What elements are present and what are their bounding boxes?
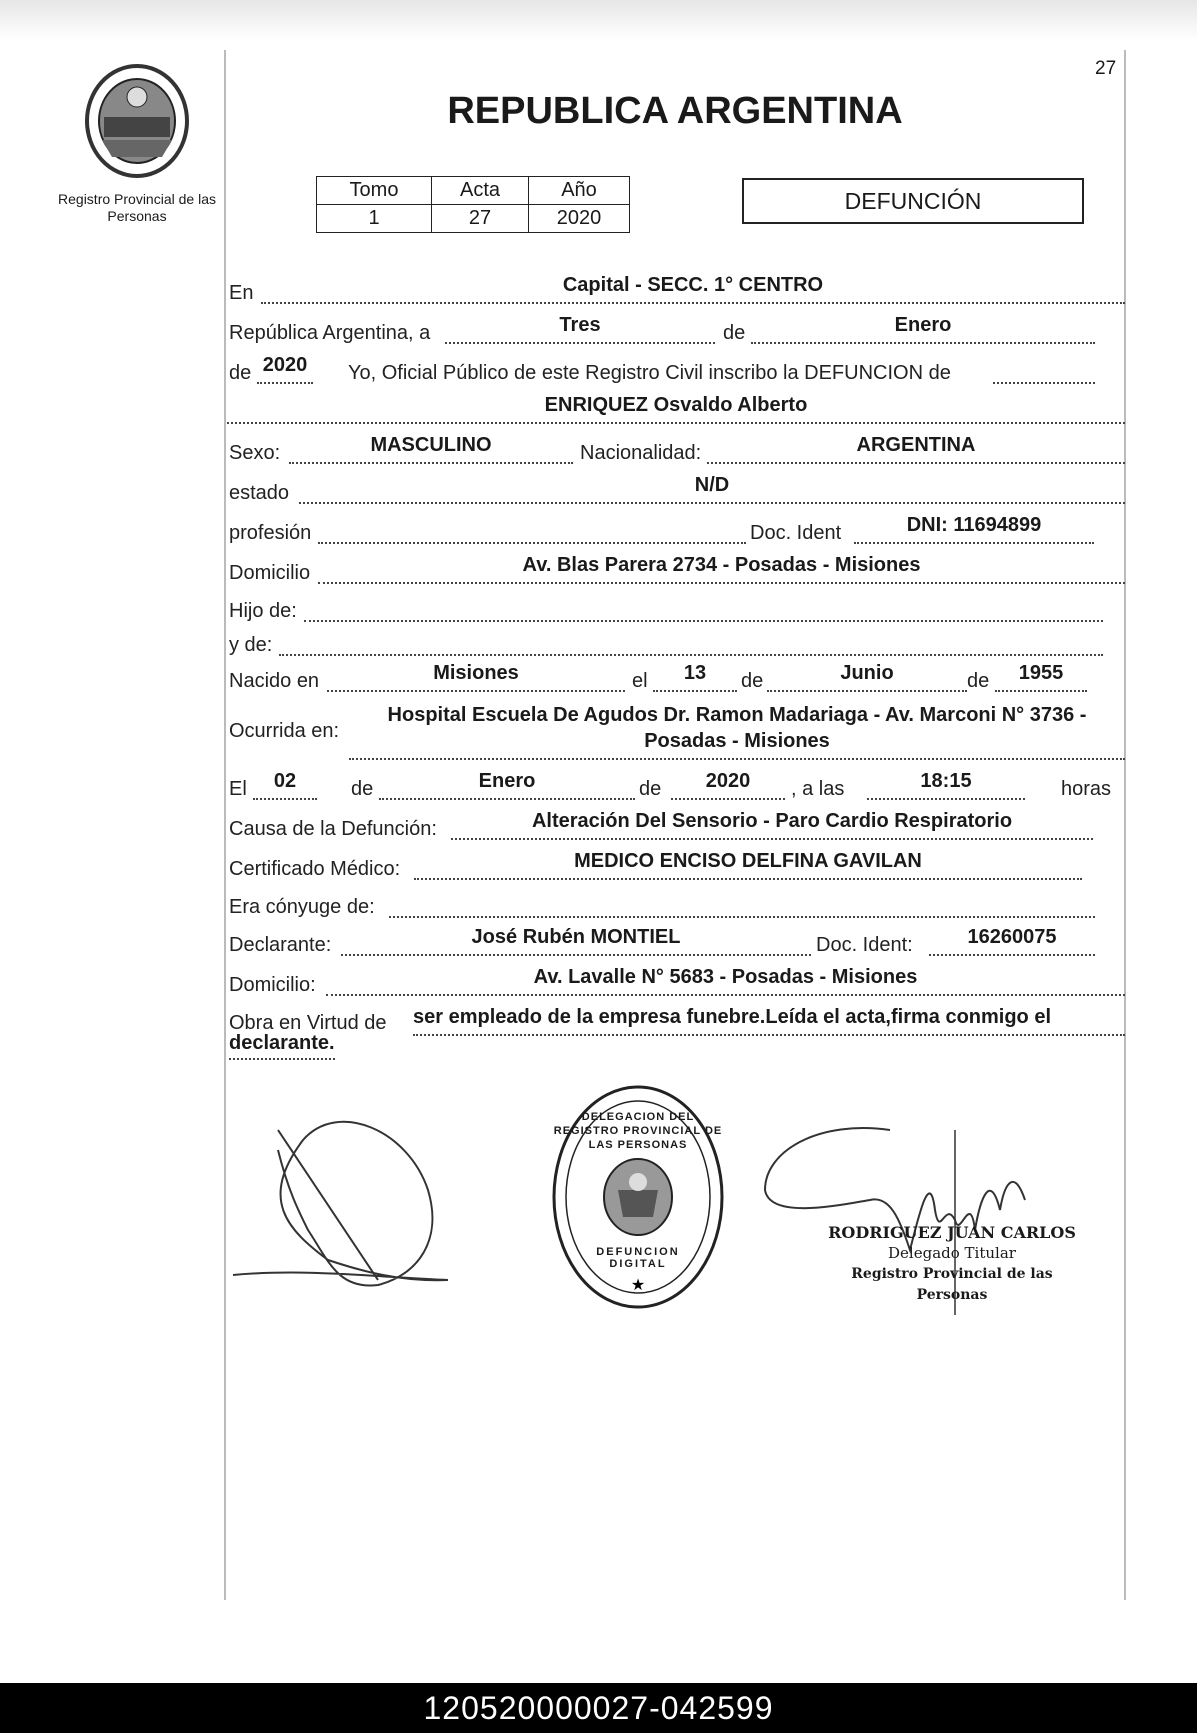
row-obra: [229, 1004, 1125, 1060]
certificado-label: Certificado Médico:: [229, 858, 401, 880]
hijo-label: Hijo de:: [229, 600, 297, 622]
official-signature: [228, 1110, 458, 1300]
row-place: [229, 274, 1125, 308]
doc-label: Doc. Ident: [750, 522, 842, 544]
ocurrida-value: [349, 702, 1125, 754]
de-label-5: de: [351, 778, 374, 800]
ocurrida-label: Ocurrida en:: [229, 720, 340, 742]
el-label: el: [632, 670, 648, 692]
row-deceased: [227, 394, 1125, 428]
row-hijo: [229, 592, 1125, 626]
de-label-3: de: [741, 670, 764, 692]
barcode-text: 120520000027-042599: [0, 1683, 1197, 1733]
ocurrida-line1: Hospital Escuela De Agudos Dr. Ramon Madariaga - Av. Marconi N° 3736 -: [387, 704, 1087, 726]
nacido-mes-value: Junio: [840, 662, 894, 684]
sexo-label: Sexo:: [229, 442, 281, 464]
conyuge-label: Era cónyuge de:: [229, 896, 375, 918]
tomo-header: Tomo: [317, 177, 432, 205]
svg-text:★: ★: [630, 1275, 646, 1294]
stamp-inner-text: DEFUNCION DIGITAL: [596, 1246, 680, 1270]
scan-top-shadow: [0, 0, 1197, 40]
doc2-label: Doc. Ident:: [816, 934, 913, 956]
obra-label: Obra en Virtud de: [229, 1012, 387, 1034]
declarante-domicilio-value: Av. Lavalle N° 5683 - Posadas - Misiones: [533, 966, 918, 988]
page-number: 27: [1095, 58, 1117, 79]
de-label-4: de: [967, 670, 990, 692]
year-value: 2020: [262, 354, 308, 376]
muerte-anio-value: 2020: [705, 770, 751, 792]
domicilio2-label: Domicilio:: [229, 974, 316, 996]
official-stamp: [548, 1082, 728, 1312]
registrar-title: Delegado Titular: [888, 1244, 1016, 1262]
inscribo-text: Yo, Oficial Público de este Registro Civil inscribo la DEFUNCION de: [348, 362, 951, 384]
left-margin-line: [224, 50, 226, 1600]
obra-line1: ser empleado de la empresa funebre.Leída el acta,firma conmigo el: [413, 1004, 1125, 1036]
row-ocurrida: [229, 702, 1125, 762]
nacido-dia-value: 13: [683, 662, 707, 684]
profesion-label: profesión: [229, 522, 312, 544]
horas-label: horas: [1061, 778, 1112, 800]
declarante-value: José Rubén MONTIEL: [471, 926, 681, 948]
de-label-6: de: [639, 778, 662, 800]
estado-label: estado: [229, 482, 290, 504]
row-year: [229, 354, 1125, 388]
ocurrida-underline: [349, 758, 1125, 760]
doc-value: DNI: 11694899: [906, 514, 1042, 536]
month-value: Enero: [894, 314, 952, 336]
row-domicilio: [229, 554, 1125, 588]
registry-table: [316, 176, 630, 233]
de-label-2: de: [229, 362, 252, 384]
declarante-label: Declarante:: [229, 934, 332, 956]
tomo-value: 1: [317, 205, 432, 233]
republica-label: República Argentina, a: [229, 322, 431, 344]
row-certificado: [229, 850, 1125, 884]
nacido-anio-value: 1955: [1018, 662, 1064, 684]
registrar-org: Registro Provincial de las Personas: [851, 1266, 1053, 1303]
row-domicilio2: [229, 966, 1125, 1000]
domicilio-label: Domicilio: [229, 562, 311, 584]
row-conyuge: [229, 888, 1125, 922]
ocurrida-line2: Posadas - Misiones: [644, 730, 830, 752]
row-date: [229, 314, 1125, 348]
muerte-hora-value: 18:15: [920, 770, 972, 792]
row-sexo: [229, 434, 1125, 468]
row-fecha-muerte: [229, 770, 1125, 804]
row-profesion: [229, 514, 1125, 548]
muerte-mes-value: Enero: [478, 770, 536, 792]
row-causa: [229, 810, 1125, 844]
province-seal-logo: [82, 62, 192, 180]
causa-label: Causa de la Defunción:: [229, 818, 437, 840]
causa-value: Alteración Del Sensorio - Paro Cardio Respiratorio: [531, 810, 1013, 832]
declarante-doc-value: 16260075: [967, 926, 1057, 948]
registrar-name: RODRIGUEZ JUAN CARLOS: [828, 1223, 1076, 1242]
page-title: REPUBLICA ARGENTINA: [447, 90, 903, 132]
yde-label: y de:: [229, 634, 273, 656]
acta-header: Acta: [432, 177, 529, 205]
anio-header: Año: [529, 177, 630, 205]
stamp-outer-text: DELEGACION DEL REGISTRO PROVINCIAL DE LAS PERSONAS: [553, 1111, 723, 1151]
place-value: Capital - SECC. 1° CENTRO: [562, 274, 824, 296]
nacido-label: Nacido en: [229, 670, 320, 692]
certificado-value: MEDICO ENCISO DELFINA GAVILAN: [574, 850, 922, 872]
domicilio-value: Av. Blas Parera 2734 - Posadas - Misiones: [522, 554, 921, 576]
muerte-dia-value: 02: [273, 770, 297, 792]
doc-type-box: DEFUNCIÓN: [742, 178, 1084, 224]
signature-block: [822, 1222, 1082, 1306]
de-label: de: [723, 322, 746, 344]
nacionalidad-label: Nacionalidad:: [580, 442, 702, 464]
el2-label: El: [229, 778, 247, 800]
nacionalidad-value: ARGENTINA: [856, 434, 976, 456]
row-estado: [229, 474, 1125, 508]
anio-value: 2020: [529, 205, 630, 233]
en-label: En: [229, 282, 254, 304]
org-label: Registro Provincial de las Personas: [58, 191, 216, 224]
alas-label: , a las: [791, 778, 845, 800]
row-yde: [229, 626, 1125, 660]
estado-value: N/D: [694, 474, 730, 496]
sexo-value: MASCULINO: [370, 434, 492, 456]
row-declarante: [229, 926, 1125, 960]
acta-value: 27: [432, 205, 529, 233]
day-word-value: Tres: [559, 314, 601, 336]
row-nacido: [229, 662, 1125, 696]
nacido-lugar-value: Misiones: [433, 662, 519, 684]
obra-line2: declarante.: [229, 1032, 335, 1060]
deceased-value: ENRIQUEZ Osvaldo Alberto: [544, 394, 808, 416]
